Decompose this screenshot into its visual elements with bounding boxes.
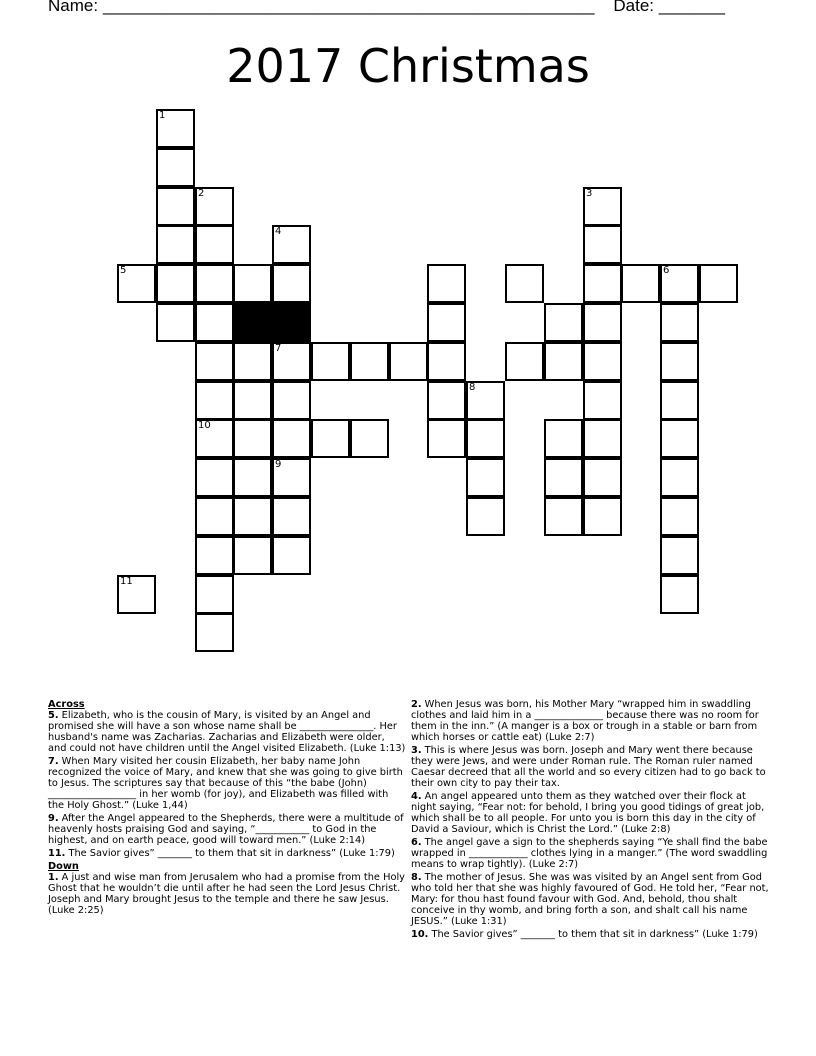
grid-cell[interactable] <box>272 381 311 420</box>
grid-cell[interactable] <box>660 303 699 342</box>
grid-cell[interactable] <box>311 342 350 381</box>
clue-item <box>411 699 771 743</box>
clue-number: 2 <box>198 188 205 199</box>
grid-cell[interactable] <box>660 497 699 536</box>
grid-cell[interactable] <box>544 303 583 342</box>
clue-number: 6 <box>663 265 670 276</box>
clue-text: This is where Jesus was born. Joseph and Mary went there because they were Jews, and were under Roman rule. The Roman ruler named Caesar decreed that all the world and so every citizen had to go back to their own city to pay their tax. <box>411 745 766 789</box>
clue-item <box>48 710 406 754</box>
grid-cell[interactable] <box>272 497 311 536</box>
grid-cell[interactable] <box>272 419 311 458</box>
down-heading: Down <box>48 861 79 872</box>
clue-number: 9 <box>275 459 282 470</box>
grid-cell[interactable] <box>233 342 272 381</box>
grid-cell-blocked <box>272 303 311 342</box>
grid-cell[interactable] <box>195 575 234 614</box>
page-title: 2017 Christmas <box>226 39 590 93</box>
grid-cell[interactable] <box>544 419 583 458</box>
grid-cell[interactable] <box>272 342 311 381</box>
clue-number-label: 8. <box>411 872 422 883</box>
grid-cell[interactable] <box>195 342 234 381</box>
clue-item <box>48 872 406 916</box>
clue-number-label: 1. <box>48 872 59 883</box>
grid-cell[interactable] <box>621 264 660 303</box>
clue-number: 10 <box>198 420 211 431</box>
clue-item <box>411 837 771 870</box>
clue-text: A just and wise man from Jerusalem who had a promise from the Holy Ghost that he wouldn’t die until after he had seen the Lord Jesus Christ. Joseph and Mary brought Jesus to the temple and there he saw Jesus. (Luke 2:25) <box>48 872 405 916</box>
grid-cell[interactable] <box>311 419 350 458</box>
clue-number: 7 <box>275 343 282 354</box>
clue-number: 8 <box>469 382 476 393</box>
clue-number-label: 11. <box>48 848 66 859</box>
clues-left-column <box>48 699 406 918</box>
grid-cell[interactable] <box>195 613 234 652</box>
clue-item <box>48 756 406 811</box>
clue-text: The Savior gives” _______ to them that sit in darkness” (Luke 1:79) <box>65 848 395 859</box>
grid-cell[interactable] <box>544 458 583 497</box>
grid-cell[interactable] <box>156 109 195 148</box>
grid-cell[interactable] <box>699 264 738 303</box>
clue-number-label: 10. <box>411 929 429 940</box>
clue-item <box>411 791 771 835</box>
clue-number-label: 6. <box>411 837 422 848</box>
grid-cell[interactable] <box>466 497 505 536</box>
clue-number: 11 <box>120 576 133 587</box>
clue-item <box>411 872 771 927</box>
clue-text: The angel gave a sign to the shepherds saying “Ye shall find the babe wrapped in ____________ clothes lying in a manger.” (The word swaddling means to wrap tightly). (Luke 2:7) <box>411 837 768 870</box>
clues-right-column <box>411 699 771 942</box>
grid-cell[interactable] <box>505 264 544 303</box>
grid-cell[interactable] <box>660 264 699 303</box>
clue-item <box>48 848 406 859</box>
grid-cell[interactable] <box>660 342 699 381</box>
grid-cell[interactable] <box>427 381 466 420</box>
clue-item <box>411 745 771 789</box>
grid-cell[interactable] <box>233 419 272 458</box>
clue-number: 3 <box>586 188 593 199</box>
grid-cell[interactable] <box>233 536 272 575</box>
clue-number-label: 3. <box>411 745 422 756</box>
grid-cell[interactable] <box>233 497 272 536</box>
clue-number: 5 <box>120 265 127 276</box>
grid-cell[interactable] <box>272 264 311 303</box>
name-blank[interactable]: ____________________________________________________ <box>102 0 595 15</box>
clue-text: The Savior gives” _______ to them that sit in darkness” (Luke 1:79) <box>428 929 758 940</box>
grid-cell[interactable] <box>195 303 234 342</box>
grid-cell[interactable] <box>156 303 195 342</box>
grid-cell[interactable] <box>195 497 234 536</box>
grid-cell[interactable] <box>427 419 466 458</box>
grid-cell[interactable] <box>195 536 234 575</box>
grid-cell[interactable] <box>583 187 622 226</box>
grid-cell[interactable] <box>583 381 622 420</box>
across-heading: Across <box>48 699 85 710</box>
grid-cell[interactable] <box>660 458 699 497</box>
grid-cell[interactable] <box>117 264 156 303</box>
grid-cell[interactable] <box>195 419 234 458</box>
grid-cell[interactable] <box>350 419 389 458</box>
grid-cell[interactable] <box>350 342 389 381</box>
grid-cell[interactable] <box>233 264 272 303</box>
grid-cell[interactable] <box>233 381 272 420</box>
clue-number-label: 7. <box>48 756 59 767</box>
grid-cell[interactable] <box>583 419 622 458</box>
across-clue-list <box>48 710 406 859</box>
clue-text: After the Angel appeared to the Shepherds, there were a multitude of heavenly hosts praising God and saying, “___________ to God in the highest, and on earth peace, good will toward men.” (Luke 2:14) <box>48 813 404 846</box>
grid-cell[interactable] <box>583 303 622 342</box>
date-label: Date: <box>613 0 654 15</box>
clue-text: An angel appeared unto them as they watched over their flock at night saying, “Fear not: for behold, I bring you good tidings of great job, which shall be to all people. For unto you is born this day in the city of David a Saviour, which is Christ the Lord.” (Luke 2:8) <box>411 791 765 835</box>
grid-cell[interactable] <box>660 536 699 575</box>
clue-item <box>411 929 771 940</box>
clue-text: When Jesus was born, his Mother Mary “wrapped him in swaddling clothes and laid him in a ______________ because there was no room for them in the inn.” (A manger is a box or trough in a stable or barn from which horses or cattle eat) (Luke 2:7) <box>411 699 759 743</box>
grid-cell[interactable] <box>505 342 544 381</box>
grid-cell[interactable] <box>583 458 622 497</box>
down-clue-list-left <box>48 872 406 916</box>
grid-cell[interactable] <box>195 187 234 226</box>
clue-item <box>48 813 406 846</box>
grid-cell[interactable] <box>544 497 583 536</box>
grid-cell[interactable] <box>583 497 622 536</box>
grid-cell[interactable] <box>466 381 505 420</box>
down-clue-list-right <box>411 699 771 940</box>
grid-cell[interactable] <box>544 342 583 381</box>
name-label: Name: <box>48 0 99 15</box>
grid-cell[interactable] <box>156 187 195 226</box>
grid-cell[interactable] <box>660 381 699 420</box>
grid-cell[interactable] <box>156 225 195 264</box>
grid-cell[interactable] <box>117 575 156 614</box>
grid-cell[interactable] <box>427 342 466 381</box>
grid-cell[interactable] <box>660 419 699 458</box>
grid-cell[interactable] <box>272 536 311 575</box>
grid-cell[interactable] <box>583 342 622 381</box>
grid-cell[interactable] <box>195 381 234 420</box>
grid-cell[interactable] <box>272 225 311 264</box>
grid-cell[interactable] <box>466 419 505 458</box>
clue-number: 4 <box>275 226 282 237</box>
clue-text: Elizabeth, who is the cousin of Mary, is visited by an Angel and promised she will have a son whose name shall be _______________. Her husband's name was Zacharias. Zacharias and Elizabeth were older, and could not have children until the Angel visited Elizabeth. (Luke 1:13) <box>48 710 406 754</box>
grid-cell[interactable] <box>195 225 234 264</box>
grid-cell[interactable] <box>156 264 195 303</box>
grid-cell[interactable] <box>233 458 272 497</box>
grid-cell[interactable] <box>195 458 234 497</box>
grid-cell[interactable] <box>583 264 622 303</box>
clue-number-label: 5. <box>48 710 59 721</box>
grid-cell[interactable] <box>466 458 505 497</box>
grid-cell-blocked <box>233 303 272 342</box>
grid-cell[interactable] <box>660 575 699 614</box>
grid-cell[interactable] <box>427 264 466 303</box>
grid-cell[interactable] <box>427 303 466 342</box>
grid-cell[interactable] <box>389 342 428 381</box>
grid-cell[interactable] <box>272 458 311 497</box>
clue-number-label: 4. <box>411 791 422 802</box>
clue-number: 1 <box>159 110 166 121</box>
clue-number-label: 9. <box>48 813 59 824</box>
grid-cell[interactable] <box>583 225 622 264</box>
grid-cell[interactable] <box>156 148 195 187</box>
clue-text: When Mary visited her cousin Elizabeth, her baby name John recognized the voice of Mary, and knew that she was going to give birth to Jesus. The scriptures say that because of this “the babe (John) __________________ in her womb (for joy), and Elizabeth was filled with the Holy Ghost.” (Luke 1,44) <box>48 756 403 811</box>
clue-text: The mother of Jesus. She was was visited by an Angel sent from God who told her that she was highly favoured of God. He told her, “Fear not, Mary: for thou hast found favour with God. And, behold, thou shalt conceive in thy womb, and bring forth a son, and shalt call his name JESUS.” (Luke 1:31) <box>411 872 769 927</box>
date-blank[interactable]: _______ <box>658 0 725 15</box>
clue-number-label: 2. <box>411 699 422 710</box>
grid-cell[interactable] <box>195 264 234 303</box>
